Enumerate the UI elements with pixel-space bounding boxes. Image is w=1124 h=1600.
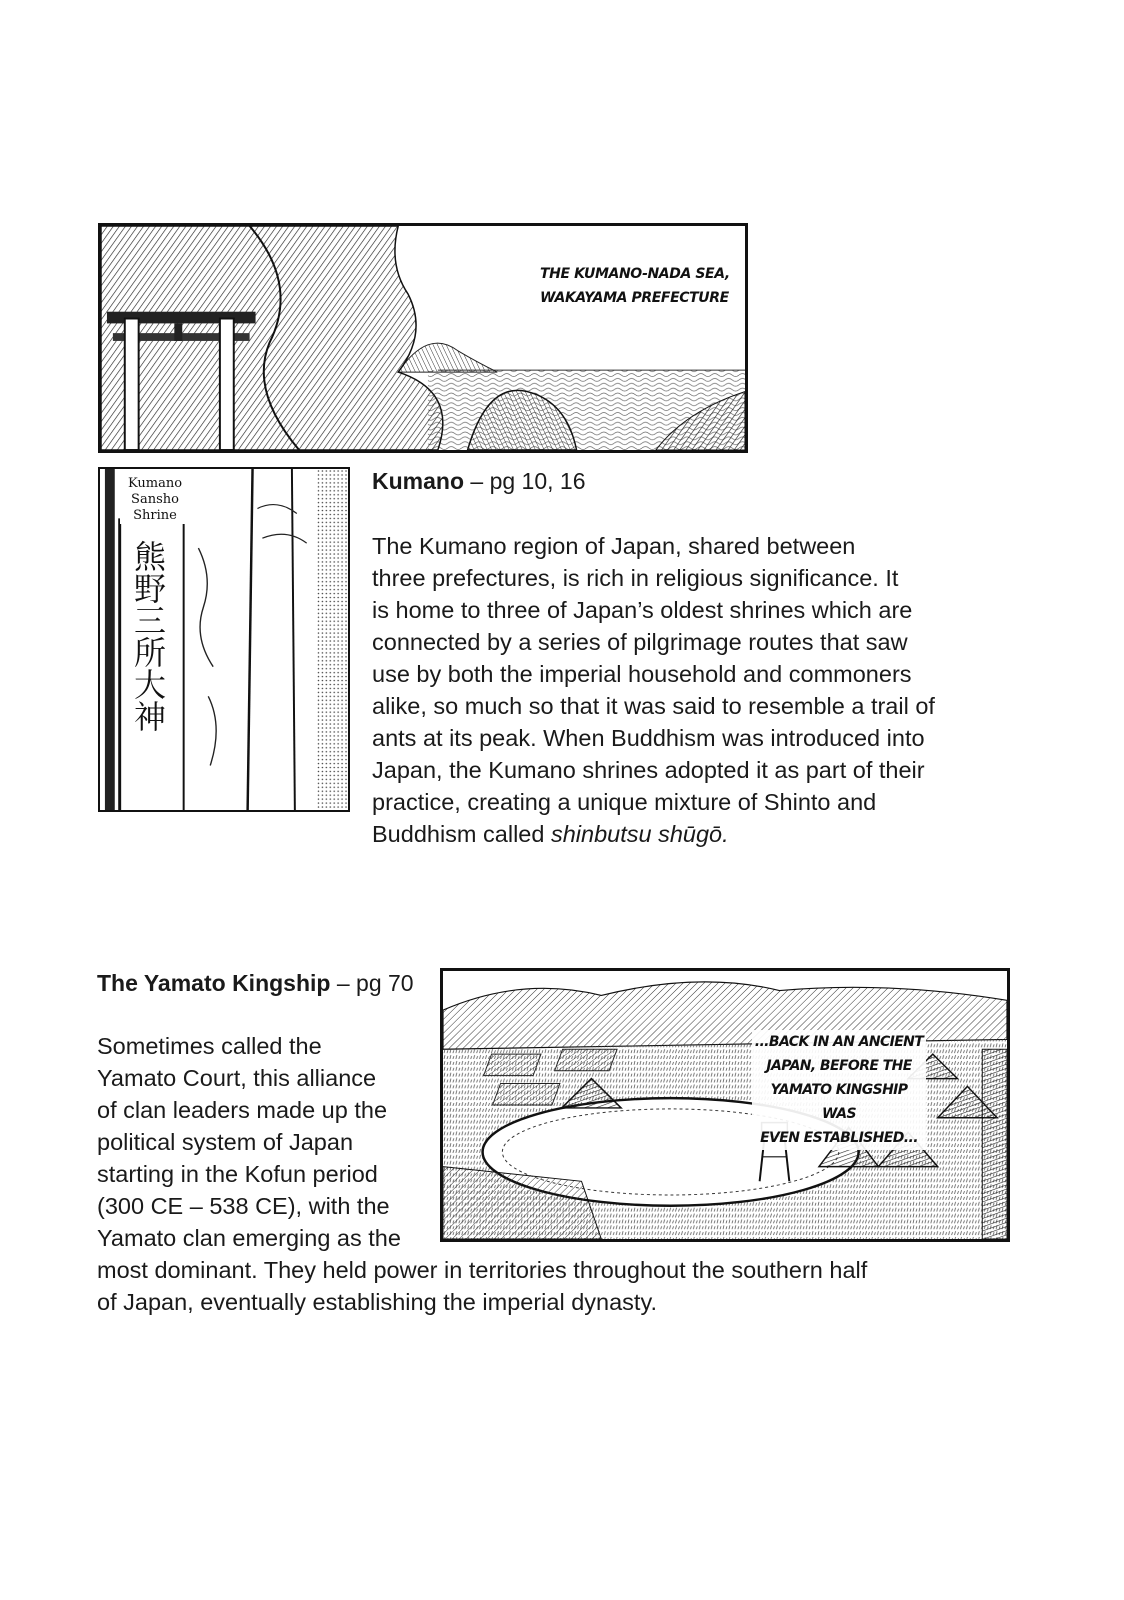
kumano-paragraph (372, 530, 992, 850)
paragraph-line: use by both the imperial household and commoners (372, 661, 912, 687)
kumano-title: Kumano (372, 468, 464, 494)
village-caption-line: YAMATO KINGSHIP WAS (770, 1082, 908, 1122)
village-panel-caption (752, 1030, 926, 1150)
paragraph-line: political system of Japan (97, 1129, 354, 1155)
yamato-title: The Yamato Kingship (97, 970, 331, 996)
shrine-label-line: Shrine (133, 508, 177, 523)
term-shinbutsu-shugo: shinbutsu shūgō. (550, 821, 729, 847)
paragraph-line: starting in the Kofun period (97, 1161, 378, 1187)
paragraph-line: The Kumano region of Japan, shared between (372, 533, 856, 559)
paragraph-line (372, 818, 992, 850)
village-caption-line: JAPAN, BEFORE THE (766, 1058, 912, 1074)
paragraph-line: of clan leaders made up the (97, 1097, 388, 1123)
shrine-kanji-inscription: 熊野三所大神 (129, 540, 167, 732)
kumano-heading (372, 466, 586, 496)
kumano-page-ref: – pg 10, 16 (464, 468, 586, 494)
paragraph-line: Yamato Court, this alliance (97, 1065, 377, 1091)
paragraph-line: Sometimes called the (97, 1033, 322, 1059)
shrine-label-line: Kumano (127, 476, 183, 491)
sea-caption-line: WAKAYAMA PREFECTURE (540, 290, 729, 306)
paragraph-line: ants at its peak. When Buddhism was introduced into (372, 725, 925, 751)
sea-panel-illustration (98, 223, 748, 453)
paragraph-line: is home to three of Japan’s oldest shrines which are (372, 597, 913, 623)
shrine-sign-label (120, 476, 190, 524)
village-caption-line: EVEN ESTABLISHED... (760, 1130, 918, 1146)
sea-panel-caption (540, 262, 730, 310)
paragraph-line: Japan, the Kumano shrines adopted it as part of their (372, 757, 925, 783)
yamato-page-ref: – pg 70 (330, 970, 414, 996)
paragraph-line: most dominant. They held power in territories throughout the southern half (97, 1257, 868, 1283)
paragraph-line: three prefectures, is rich in religious significance. It (372, 565, 899, 591)
paragraph-text: Buddhism called (372, 821, 551, 847)
paragraph-line: of Japan, eventually establishing the imperial dynasty. (97, 1289, 657, 1315)
sea-caption-line: THE KUMANO-NADA SEA, (540, 266, 730, 282)
paragraph-line: alike, so much so that it was said to resemble a trail of (372, 693, 935, 719)
yamato-paragraph-wrapped (97, 1030, 432, 1254)
yamato-heading (97, 968, 414, 998)
village-caption-line: ...BACK IN AN ANCIENT (754, 1034, 924, 1050)
shrine-label-line: Sansho (131, 492, 179, 507)
paragraph-line: Yamato clan emerging as the (97, 1225, 401, 1251)
sea-scene-drawing (101, 226, 745, 450)
paragraph-line: connected by a series of pilgrimage routes that saw (372, 629, 908, 655)
paragraph-line: (300 CE – 538 CE), with the (97, 1193, 390, 1219)
yamato-paragraph-full (97, 1254, 997, 1318)
paragraph-line: practice, creating a unique mixture of Shinto and (372, 789, 877, 815)
